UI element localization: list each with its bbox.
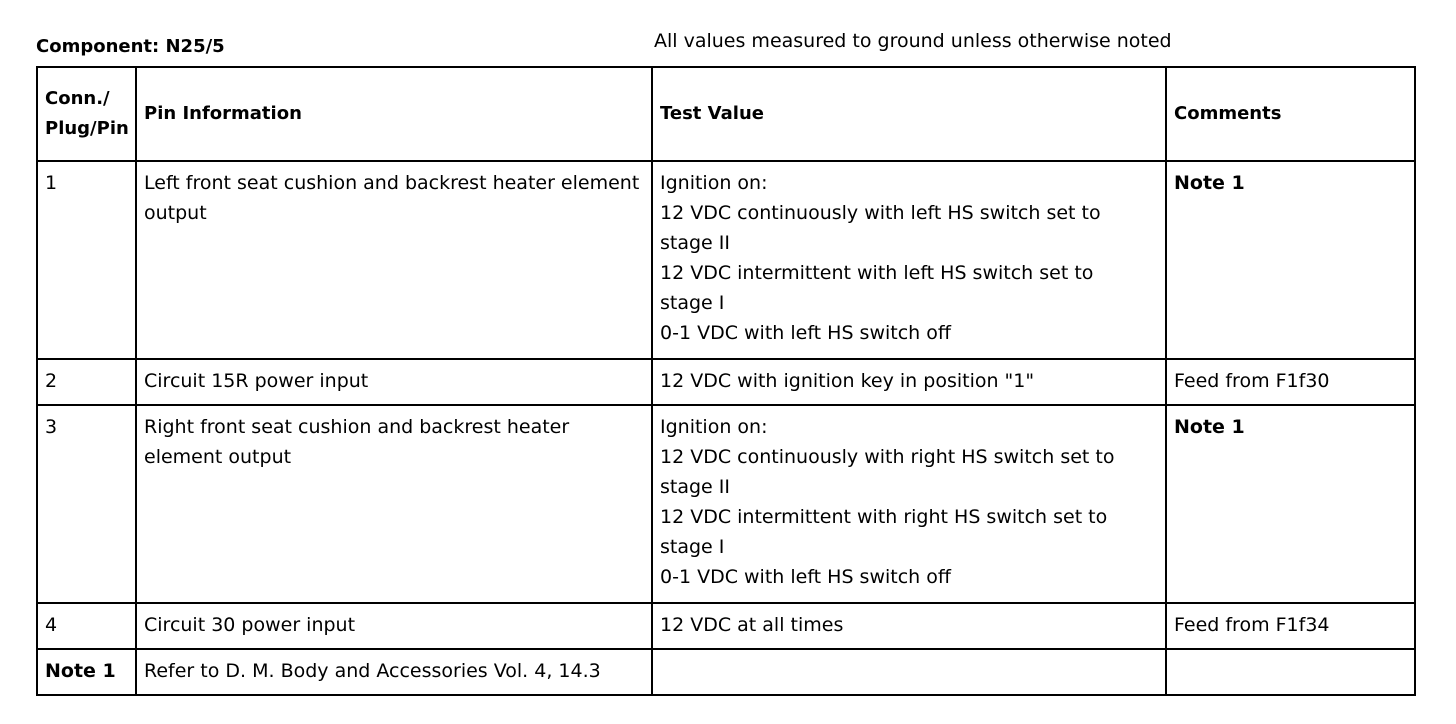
column-header-pin-information: Pin Information <box>136 67 652 161</box>
table-row <box>37 405 1415 603</box>
test-value-cell <box>652 161 1166 359</box>
test-value-cell <box>652 405 1166 603</box>
pin-cell: 2 <box>37 359 136 405</box>
pin-information-cell: Circuit 15R power input <box>136 359 652 405</box>
component-label: Component: N25/5 <box>36 36 225 57</box>
test-value-cell <box>652 649 1166 695</box>
pin-cell: 4 <box>37 603 136 649</box>
table-row <box>37 603 1415 649</box>
test-value-line: 12 VDC intermittent with left HS switch set to <box>660 262 1094 284</box>
comments-cell: Feed from F1f34 <box>1166 603 1415 649</box>
pin-information-cell: Right front seat cushion and backrest heater element output <box>136 405 652 603</box>
test-value-line: 12 VDC continuously with right HS switch set to <box>660 446 1115 468</box>
test-value-line: 12 VDC with ignition key in position "1" <box>660 370 1035 392</box>
column-header-conn: Conn./ Plug/Pin <box>37 67 136 161</box>
measurement-note: All values measured to ground unless otherwise noted <box>654 30 1172 52</box>
test-value-line: stage I <box>660 292 725 314</box>
test-value-line: Ignition on: <box>660 172 768 194</box>
column-header-comments: Comments <box>1166 67 1415 161</box>
table-row <box>37 359 1415 405</box>
pin-information-cell: Left front seat cushion and backrest heater element output <box>136 161 652 359</box>
test-value-cell <box>652 603 1166 649</box>
table-header-row <box>37 67 1415 161</box>
test-value-line: 12 VDC continuously with left HS switch set to <box>660 202 1101 224</box>
pin-cell: 1 <box>37 161 136 359</box>
column-header-test-value: Test Value <box>652 67 1166 161</box>
table-row <box>37 649 1415 695</box>
test-value-line: stage II <box>660 476 730 498</box>
test-value-line: 12 VDC at all times <box>660 614 844 636</box>
pin-information-cell: Refer to D. M. Body and Accessories Vol. 4, 14.3 <box>136 649 652 695</box>
pin-cell: 3 <box>37 405 136 603</box>
test-value-line: 0-1 VDC with left HS switch off <box>660 322 951 344</box>
test-value-line: 0-1 VDC with left HS switch off <box>660 566 951 588</box>
pin-information-cell: Circuit 30 power input <box>136 603 652 649</box>
test-value-line: stage I <box>660 536 725 558</box>
table-row <box>37 161 1415 359</box>
test-value-line: 12 VDC intermittent with right HS switch set to <box>660 506 1108 528</box>
comments-cell: Note 1 <box>1166 161 1415 359</box>
test-value-line: Ignition on: <box>660 416 768 438</box>
pin-cell: Note 1 <box>37 649 136 695</box>
comments-cell: Feed from F1f30 <box>1166 359 1415 405</box>
pin-table <box>36 66 1416 696</box>
test-value-line: stage II <box>660 232 730 254</box>
test-value-cell <box>652 359 1166 405</box>
comments-cell <box>1166 649 1415 695</box>
comments-cell: Note 1 <box>1166 405 1415 603</box>
